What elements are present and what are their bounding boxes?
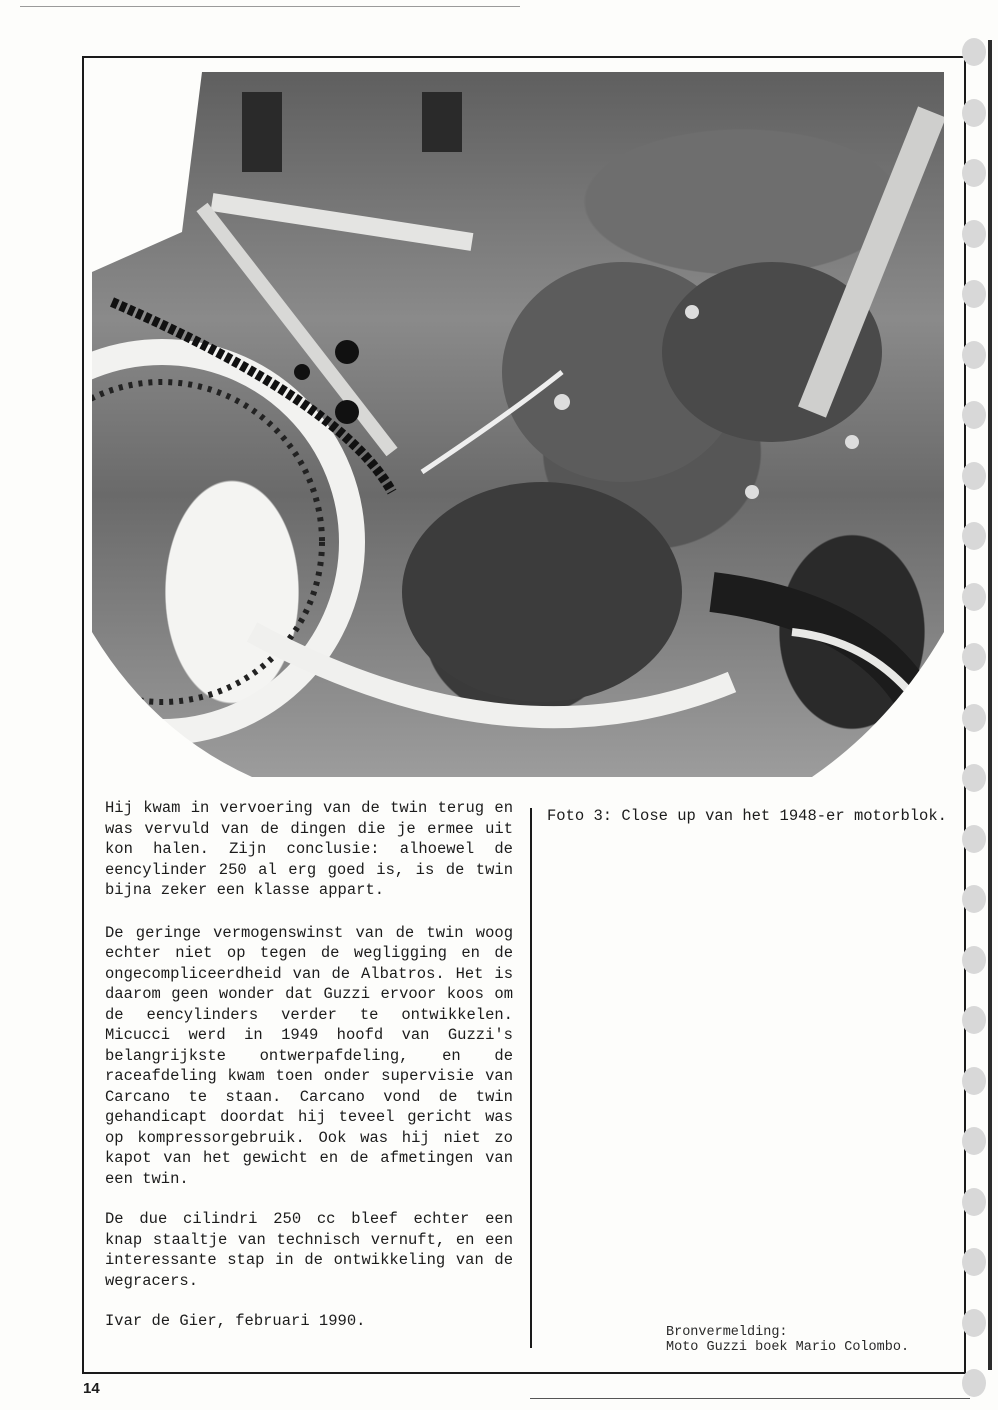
binder-hole: [962, 1127, 986, 1155]
bottom-scan-rule: [530, 1398, 970, 1399]
binder-hole: [962, 885, 986, 913]
binder-hole: [962, 825, 986, 853]
binder-hole: [962, 1309, 986, 1337]
source-credit: [666, 1325, 964, 1355]
binder-holes-strip: [962, 0, 998, 1410]
binder-hole: [962, 220, 986, 248]
binder-hole: [962, 159, 986, 187]
top-scan-rule: [20, 6, 520, 7]
article-paragraph-1: Hij kwam in vervoering van de twin terug en was vervuld van de dingen die je ermee uit kon halen. Zijn conclusie: alhoewel de eencylinder 250 al erg goed is, is de twin bijna zeker een klasse appart.: [105, 799, 513, 899]
article-paragraph-2: De geringe vermogenswinst van de twin woog echter niet op tegen de wegligging en de ongecompliceerdheid van de Albatros. Het is daarom geen wonder dat Guzzi ervoor koos om de eencylinders verder te ontwikkelen. Micucci werd in 1949 hoofd van Guzzi's belangrijkste ontwerpafdeling, en de raceafdeling kwam toen onder supervisie van Carcano te staan. Carcano vond de twin gehandicapt doordat hij teveel gericht was op kompressorgebruik. Ook was hij niet zo kapot van het gewicht en de afmetingen van een twin.: [105, 923, 513, 1188]
engine-photo: [92, 72, 944, 777]
binder-hole: [962, 1248, 986, 1276]
binder-hole: [962, 341, 986, 369]
credit-heading: Bronvermelding:: [666, 1325, 788, 1340]
page-number: 14: [83, 1380, 100, 1397]
binder-hole: [962, 1006, 986, 1034]
binder-hole: [962, 401, 986, 429]
credit-source: Moto Guzzi boek Mario Colombo.: [666, 1340, 910, 1355]
binder-hole: [962, 280, 986, 308]
binder-hole: [962, 1067, 986, 1095]
binder-hole: [962, 946, 986, 974]
photo-caption: Foto 3: Close up van het 1948-er motorblok.: [547, 807, 947, 825]
article-column: [105, 798, 513, 1332]
binder-hole: [962, 1188, 986, 1216]
binder-hole: [962, 522, 986, 550]
binder-hole: [962, 462, 986, 490]
binder-hole: [962, 99, 986, 127]
author-line: Ivar de Gier, februari 1990.: [105, 1312, 366, 1330]
binder-hole: [962, 704, 986, 732]
binding-edge: [988, 40, 992, 1370]
binder-hole: [962, 643, 986, 671]
binder-hole: [962, 1369, 986, 1397]
column-divider: [530, 808, 532, 1348]
caption-column: [547, 806, 955, 827]
article-paragraph-3: De due cilindri 250 cc bleef echter een knap staaltje van technisch vernuft, en een interessante stap in de ontwikkeling van de wegracers.: [105, 1210, 513, 1290]
binder-hole: [962, 38, 986, 66]
binder-hole: [962, 583, 986, 611]
binder-hole: [962, 764, 986, 792]
